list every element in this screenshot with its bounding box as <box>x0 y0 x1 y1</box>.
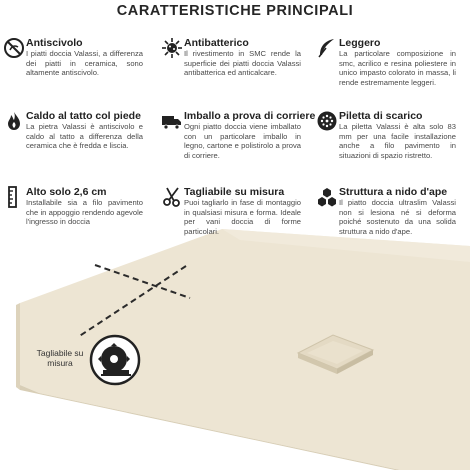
circular-saw-icon <box>89 334 141 386</box>
page-title: CARATTERISTICHE PRINCIPALI <box>116 3 354 19</box>
drain-icon <box>316 110 338 132</box>
feature-description: La particolare composizione in smc, acrilico e resina poliestere in unico impasto colorato in massa, li rende estremamente leggeri. <box>339 49 456 87</box>
no-slip-icon <box>3 37 25 59</box>
feature-description: Il rivestimento in SMC rende la superficie dei piatti doccia Valassi antibatterica ed anticalcare. <box>184 49 301 78</box>
delivery-truck-icon <box>161 110 183 132</box>
feather-icon <box>316 37 338 59</box>
feature-description: Ogni piatto doccia viene imballato con un particolare imballo in legno, cartone e polistirolo a prova di corriere. <box>184 122 301 160</box>
flame-icon <box>3 110 25 132</box>
height-ruler-icon <box>3 186 25 208</box>
feature-description: Puoi tagliarlo in fase di montaggio in qualsiasi misura e forma. Ideale per vani doccia di forme particolari. <box>184 198 301 236</box>
feature-title: Antiscivolo <box>26 37 83 49</box>
feature-description: Il piatto doccia ultraslim Valassi non si lesiona né si deforma poiché sostenuto da una solida struttura a nido d'ape. <box>339 198 456 236</box>
feature-description: La pietra Valassi è antiscivolo e caldo al tatto a differenza della ceramica che è fredda e liscia. <box>26 122 143 151</box>
feature-title: Struttura a nido d'ape <box>339 186 448 198</box>
honeycomb-icon <box>316 186 338 208</box>
feature-title: Caldo al tatto col piede <box>26 110 141 122</box>
scissors-icon <box>161 186 183 208</box>
antibacterial-icon <box>161 37 183 59</box>
tray-left-edge <box>16 303 20 390</box>
feature-title: Alto solo 2,6 cm <box>26 186 107 198</box>
feature-description: La piletta Valassi è alta solo 83 mm per una facile installazione anche a filo pavimento in situazioni di spazio ristretto. <box>339 122 456 160</box>
badge-label: Tagliabile su misura <box>36 348 84 368</box>
feature-title: Antibatterico <box>184 37 249 49</box>
feature-title: Tagliabile su misura <box>184 186 285 198</box>
feature-title: Leggero <box>339 37 381 49</box>
feature-title: Piletta di scarico <box>339 110 423 122</box>
feature-description: I piatti doccia Valassi, a differenza dei piatti in ceramica, sono altamente antiscivolo. <box>26 49 143 78</box>
feature-title: Imballo a prova di corriere <box>184 110 316 122</box>
feature-description: Installabile sia a filo pavimento che in appoggio rendendo agevole l'ingresso in doccia <box>26 198 143 227</box>
